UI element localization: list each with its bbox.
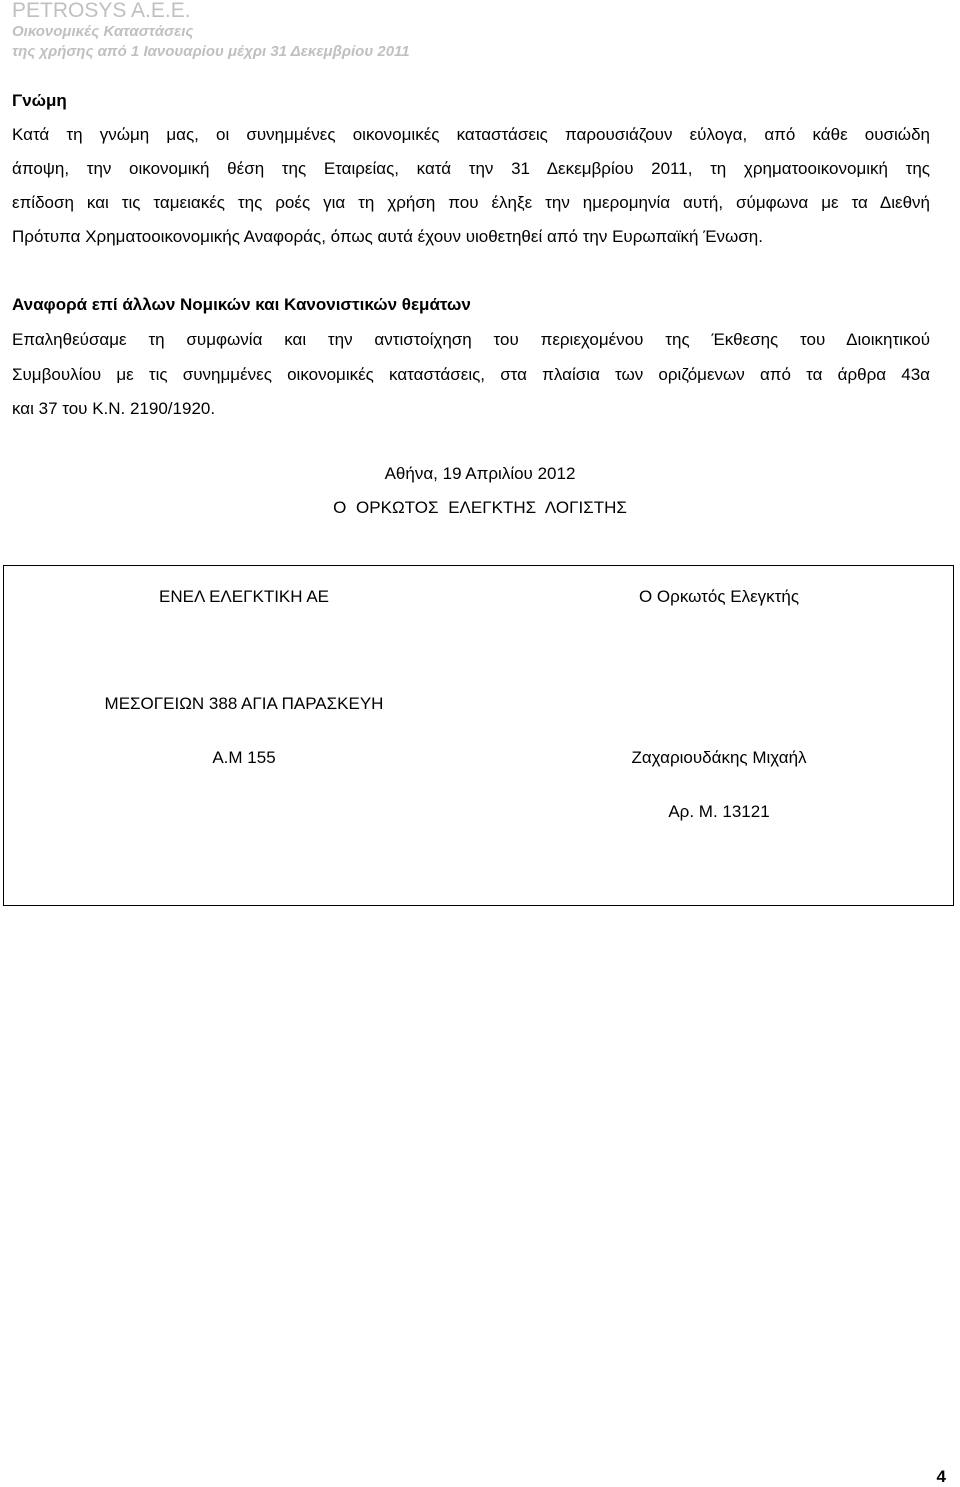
opinion-line: επίδοση και τις ταμειακές της ροές για τη χρήση που έληξε την ημερομηνία αυτή, σύμφωνα με τα Διεθνή (12, 193, 930, 212)
auditor-role: Ο Ορκωτός Ελεγκτής (638, 587, 800, 606)
auditor-title: Ο ΟΡΚΩΤΟΣ ΕΛΕΓΚΤΗΣ ΛΟΓΙΣΤΗΣ (333, 498, 627, 517)
opinion-line: άποψη, την οικονομική θέση της Εταιρείας, κατά την 31 Δεκεμβρίου 2011, τη χρηματοοικονομική της (12, 159, 930, 178)
firm-registration: Α.Μ 155 (212, 748, 276, 767)
other-matters-line: Επαληθεύσαμε τη συμφωνία και την αντιστοίχηση του περιεχομένου της Έκθεσης του Διοικητικού (12, 330, 930, 349)
other-matters-line: και 37 του Κ.Ν. 2190/1920. (12, 399, 216, 418)
auditor-registration: Αρ. Μ. 13121 (668, 802, 770, 821)
firm-name: ΕΝΕΛ ΕΛΕΓΚΤΙΚΗ ΑΕ (158, 587, 330, 606)
header-company: PETROSYS A.E.E. (12, 0, 191, 22)
place-date: Αθήνα, 19 Απριλίου 2012 (384, 464, 576, 483)
other-matters-line: Συμβουλίου με τις συνημμένες οικονομικές καταστάσεις, στα πλαίσια των οριζόμενων από τα άρθρα 43α (12, 365, 930, 384)
other-matters-heading: Αναφορά επί άλλων Νομικών και Κανονιστικών θεμάτων (12, 295, 471, 314)
page-header (12, 0, 410, 62)
opinion-heading: Γνώμη (12, 91, 67, 110)
header-title: Οικονομικές Καταστάσεις (12, 23, 194, 40)
page-number: 4 (936, 1467, 946, 1486)
firm-address: ΜΕΣΟΓΕΙΩΝ 388 ΑΓΙΑ ΠΑΡΑΣΚΕΥΗ (104, 694, 384, 713)
opinion-line: Κατά τη γνώμη μας, οι συνημμένες οικονομικές καταστάσεις παρουσιάζουν εύλογα, από κάθε ουσιώδη (12, 125, 930, 144)
auditor-name: Ζαχαριουδάκης Μιχαήλ (631, 748, 807, 767)
signature-box (3, 565, 954, 906)
header-period: της χρήσης από 1 Ιανουαρίου μέχρι 31 Δεκεμβρίου 2011 (12, 43, 410, 60)
opinion-line: Πρότυπα Χρηματοοικονομικής Αναφοράς, όπως αυτά έχουν υιοθετηθεί από την Ευρωπαϊκή Ένωση. (12, 227, 763, 246)
